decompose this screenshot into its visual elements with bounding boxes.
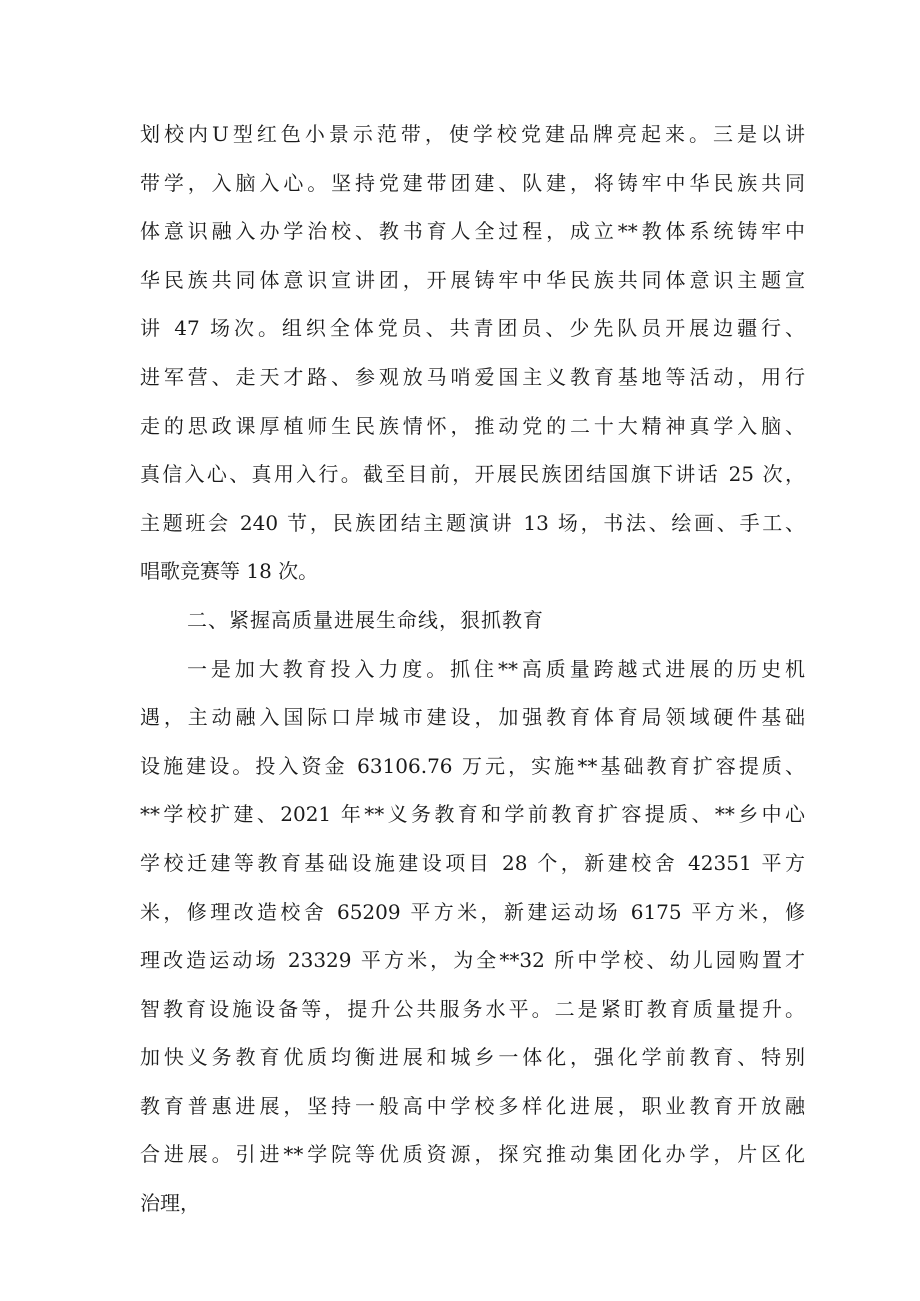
text-line: 米，修理改造校舍 65209 平方米，新建运动场 6175 平方米，修: [140, 899, 805, 924]
document-body: [140, 110, 805, 1228]
text-line: 唱歌竞赛等 18 次。: [140, 559, 319, 584]
text-line: 理改造运动场 23329 平方米，为全**32 所中学校、幼儿园购置才: [140, 948, 805, 973]
text-line: 智教育设施设备等，提升公共服务水平。二是紧盯教育质量提升。: [140, 996, 805, 1021]
text-line: **学校扩建、2021 年**义务教育和学前教育扩容提质、**乡中心: [140, 802, 805, 827]
text-line: 体意识融入办学治校、教书育人全过程，成立**教体系统铸牢中: [140, 219, 805, 244]
paragraph-2: [140, 645, 805, 1228]
text-line: 讲 47 场次。组织全体党员、共青团员、少先队员开展边疆行、: [140, 316, 805, 341]
paragraph-1: [140, 110, 805, 596]
text-line: 进军营、走天才路、参观放马哨爱国主义教育基地等活动，用行: [140, 364, 805, 389]
text-line: 一是加大教育投入力度。抓住**高质量跨越式进展的历史机: [187, 656, 805, 681]
text-line: 带学，入脑入心。坚持党建带团建、队建，将铸牢中华民族共同: [140, 170, 805, 195]
text-line: 治理，: [140, 1191, 200, 1216]
text-line: 真信入心、真用入行。截至目前，开展民族团结国旗下讲话 25 次，: [140, 462, 805, 487]
text-line: 学校迁建等教育基础设施建设项目 28 个，新建校舍 42351 平方: [140, 850, 805, 875]
text-line: 华民族共同体意识宣讲团，开展铸牢中华民族共同体意识主题宣: [140, 267, 805, 292]
text-line: 划校内U型红色小景示范带，使学校党建品牌亮起来。三是以讲: [140, 122, 805, 146]
text-line: 合进展。引进**学院等优质资源，探究推动集团化办学，片区化: [140, 1142, 805, 1167]
text-line: 走的思政课厚植师生民族情怀，推动党的二十大精神真学入脑、: [140, 413, 805, 438]
text-line: 加快义务教育优质均衡进展和城乡一体化，强化学前教育、特别: [140, 1045, 805, 1070]
text-line: 主题班会 240 节，民族团结主题演讲 13 场，书法、绘画、手工、: [140, 510, 805, 535]
text-line: 教育普惠进展，坚持一般高中学校多样化进展，职业教育开放融: [140, 1093, 805, 1118]
text-line: 设施建设。投入资金 63106.76 万元，实施**基础教育扩容提质、: [140, 753, 805, 778]
section-heading: 二、紧握高质量进展生命线，狠抓教育: [187, 607, 544, 632]
text-line: 遇，主动融入国际口岸城市建设，加强教育体育局领域硬件基础: [140, 705, 805, 730]
